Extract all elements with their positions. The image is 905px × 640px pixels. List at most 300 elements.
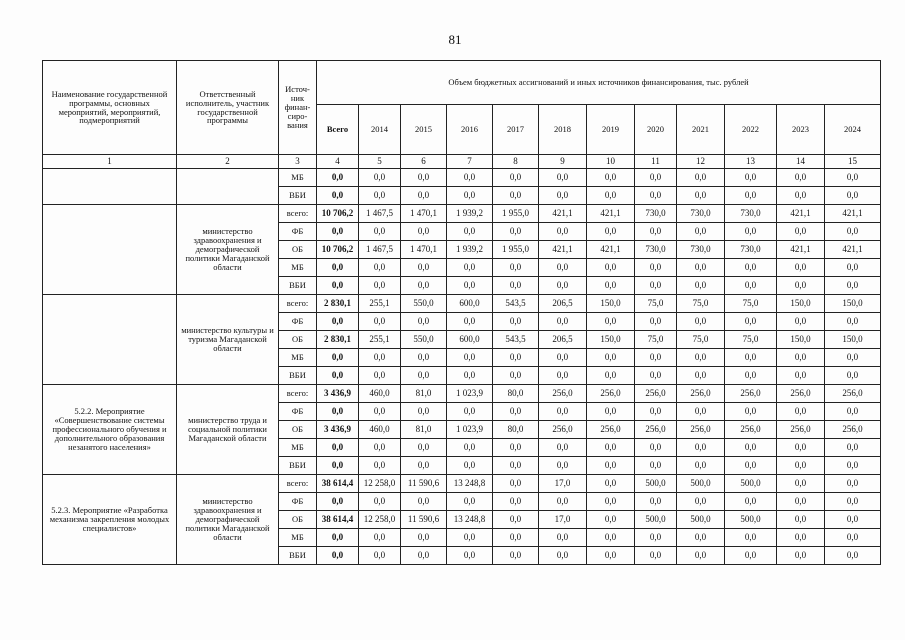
year-value: 256,0 (677, 385, 725, 403)
funding-source: ОБ (279, 331, 317, 349)
year-value: 0,0 (587, 403, 635, 421)
header-year: 2020 (635, 105, 677, 155)
year-value: 0,0 (587, 259, 635, 277)
total-value: 0,0 (317, 457, 359, 475)
year-value: 0,0 (725, 259, 777, 277)
column-number: 13 (725, 155, 777, 169)
total-value: 0,0 (317, 223, 359, 241)
table-row (43, 295, 881, 313)
year-value: 0,0 (359, 223, 401, 241)
year-value: 0,0 (725, 223, 777, 241)
total-value: 2 830,1 (317, 295, 359, 313)
year-value: 0,0 (677, 403, 725, 421)
year-value: 0,0 (635, 349, 677, 367)
year-value: 0,0 (777, 439, 825, 457)
year-value: 150,0 (777, 331, 825, 349)
header-year: 2022 (725, 105, 777, 155)
activity-name (43, 295, 177, 385)
year-value: 11 590,6 (401, 511, 447, 529)
year-value: 500,0 (635, 511, 677, 529)
year-value: 543,5 (493, 295, 539, 313)
total-value: 0,0 (317, 439, 359, 457)
year-value: 500,0 (677, 475, 725, 493)
year-value: 0,0 (493, 439, 539, 457)
header-year: 2023 (777, 105, 825, 155)
year-value: 0,0 (359, 529, 401, 547)
year-value: 256,0 (539, 385, 587, 403)
year-value: 0,0 (825, 259, 881, 277)
year-value: 0,0 (493, 403, 539, 421)
year-value: 0,0 (539, 187, 587, 205)
year-value: 0,0 (677, 367, 725, 385)
responsible-executor: министерство здравоохранения и демографической политики Магаданской области (177, 205, 279, 295)
column-number: 6 (401, 155, 447, 169)
year-value: 0,0 (825, 547, 881, 565)
year-value: 730,0 (725, 241, 777, 259)
total-value: 0,0 (317, 493, 359, 511)
funding-source: всего: (279, 475, 317, 493)
year-value: 17,0 (539, 475, 587, 493)
year-value: 0,0 (725, 439, 777, 457)
year-value: 0,0 (677, 493, 725, 511)
year-value: 0,0 (493, 223, 539, 241)
year-value: 0,0 (587, 493, 635, 511)
year-value: 0,0 (401, 313, 447, 331)
year-value: 421,1 (825, 205, 881, 223)
year-value: 0,0 (493, 277, 539, 295)
year-value: 0,0 (359, 313, 401, 331)
year-value: 0,0 (825, 223, 881, 241)
year-value: 0,0 (587, 475, 635, 493)
year-value: 0,0 (635, 187, 677, 205)
year-value: 0,0 (635, 277, 677, 295)
year-value: 0,0 (635, 367, 677, 385)
total-value: 3 436,9 (317, 421, 359, 439)
year-value: 150,0 (825, 295, 881, 313)
funding-source: ВБИ (279, 547, 317, 565)
year-value: 1 467,5 (359, 241, 401, 259)
responsible-executor: министерство культуры и туризма Магаданской области (177, 295, 279, 385)
year-value: 0,0 (635, 259, 677, 277)
year-value: 0,0 (587, 223, 635, 241)
year-value: 500,0 (725, 475, 777, 493)
header-year: 2016 (447, 105, 493, 155)
year-value: 0,0 (359, 169, 401, 187)
year-value: 0,0 (401, 403, 447, 421)
year-value: 0,0 (677, 457, 725, 475)
year-value: 0,0 (401, 169, 447, 187)
year-value: 0,0 (493, 493, 539, 511)
year-value: 256,0 (725, 421, 777, 439)
year-value: 0,0 (635, 547, 677, 565)
year-value: 0,0 (539, 493, 587, 511)
year-value: 256,0 (777, 385, 825, 403)
year-value: 0,0 (635, 493, 677, 511)
year-value: 0,0 (587, 439, 635, 457)
table-row (43, 169, 881, 187)
year-value: 11 590,6 (401, 475, 447, 493)
funding-source: ФБ (279, 403, 317, 421)
year-value: 0,0 (587, 529, 635, 547)
table-row (43, 385, 881, 403)
year-value: 0,0 (401, 223, 447, 241)
header-year: 2021 (677, 105, 725, 155)
year-value: 0,0 (359, 187, 401, 205)
year-value: 0,0 (447, 493, 493, 511)
total-value: 0,0 (317, 277, 359, 295)
activity-name (43, 205, 177, 295)
year-value: 0,0 (725, 529, 777, 547)
year-value: 730,0 (635, 205, 677, 223)
year-value: 0,0 (825, 439, 881, 457)
year-value: 0,0 (677, 439, 725, 457)
total-value: 10 706,2 (317, 205, 359, 223)
year-value: 0,0 (825, 277, 881, 295)
year-value: 0,0 (539, 313, 587, 331)
year-value: 0,0 (635, 169, 677, 187)
funding-source: всего: (279, 205, 317, 223)
year-value: 0,0 (401, 349, 447, 367)
year-value: 0,0 (825, 493, 881, 511)
year-value: 0,0 (587, 313, 635, 331)
year-value: 0,0 (447, 169, 493, 187)
funding-source: МБ (279, 529, 317, 547)
column-number: 2 (177, 155, 279, 169)
year-value: 0,0 (587, 169, 635, 187)
year-value: 256,0 (587, 385, 635, 403)
year-value: 150,0 (777, 295, 825, 313)
year-value: 0,0 (359, 259, 401, 277)
year-value: 150,0 (587, 331, 635, 349)
total-value: 0,0 (317, 403, 359, 421)
total-value: 38 614,4 (317, 475, 359, 493)
year-value: 0,0 (493, 169, 539, 187)
year-value: 730,0 (677, 241, 725, 259)
year-value: 0,0 (725, 493, 777, 511)
year-value: 1 023,9 (447, 421, 493, 439)
year-value: 1 023,9 (447, 385, 493, 403)
funding-source: ОБ (279, 421, 317, 439)
year-value: 550,0 (401, 331, 447, 349)
funding-source: ОБ (279, 241, 317, 259)
year-value: 500,0 (635, 475, 677, 493)
year-value: 0,0 (677, 349, 725, 367)
activity-name (43, 169, 177, 205)
year-value: 0,0 (493, 547, 539, 565)
year-value: 17,0 (539, 511, 587, 529)
year-value: 0,0 (493, 475, 539, 493)
year-value: 256,0 (777, 421, 825, 439)
funding-source: МБ (279, 439, 317, 457)
year-value: 0,0 (777, 529, 825, 547)
year-value: 0,0 (587, 349, 635, 367)
year-value: 0,0 (359, 493, 401, 511)
year-value: 0,0 (677, 277, 725, 295)
year-value: 0,0 (825, 367, 881, 385)
year-value: 0,0 (777, 349, 825, 367)
year-value: 421,1 (539, 241, 587, 259)
year-value: 0,0 (493, 367, 539, 385)
year-value: 1 955,0 (493, 205, 539, 223)
year-value: 256,0 (635, 421, 677, 439)
year-value: 0,0 (447, 349, 493, 367)
header-year: 2019 (587, 105, 635, 155)
year-value: 0,0 (635, 403, 677, 421)
year-value: 0,0 (825, 457, 881, 475)
responsible-executor (177, 169, 279, 205)
year-value: 421,1 (587, 241, 635, 259)
year-value: 0,0 (401, 187, 447, 205)
total-value: 0,0 (317, 313, 359, 331)
year-value: 0,0 (777, 511, 825, 529)
year-value: 0,0 (447, 529, 493, 547)
column-number: 10 (587, 155, 635, 169)
year-value: 255,1 (359, 331, 401, 349)
year-value: 0,0 (493, 349, 539, 367)
year-value: 0,0 (777, 493, 825, 511)
year-value: 730,0 (725, 205, 777, 223)
year-value: 0,0 (401, 529, 447, 547)
year-value: 0,0 (677, 529, 725, 547)
year-value: 0,0 (777, 187, 825, 205)
year-value: 0,0 (777, 223, 825, 241)
funding-source: ОБ (279, 511, 317, 529)
year-value: 0,0 (587, 277, 635, 295)
year-value: 0,0 (401, 259, 447, 277)
year-value: 0,0 (447, 403, 493, 421)
year-value: 0,0 (777, 475, 825, 493)
funding-source: МБ (279, 349, 317, 367)
year-value: 0,0 (777, 367, 825, 385)
column-number: 15 (825, 155, 881, 169)
total-value: 2 830,1 (317, 331, 359, 349)
year-value: 0,0 (447, 187, 493, 205)
year-value: 0,0 (677, 259, 725, 277)
responsible-executor: министерство труда и социальной политики Магаданской области (177, 385, 279, 475)
year-value: 0,0 (493, 457, 539, 475)
total-value: 0,0 (317, 367, 359, 385)
year-value: 0,0 (635, 223, 677, 241)
year-value: 0,0 (777, 457, 825, 475)
year-value: 0,0 (777, 169, 825, 187)
funding-source: ВБИ (279, 457, 317, 475)
year-value: 0,0 (587, 511, 635, 529)
year-value: 0,0 (725, 367, 777, 385)
table-row (43, 475, 881, 493)
year-value: 0,0 (493, 529, 539, 547)
year-value: 0,0 (677, 187, 725, 205)
year-value: 0,0 (825, 313, 881, 331)
year-value: 0,0 (359, 367, 401, 385)
year-value: 730,0 (677, 205, 725, 223)
year-value: 0,0 (825, 511, 881, 529)
year-value: 150,0 (587, 295, 635, 313)
year-value: 12 258,0 (359, 511, 401, 529)
year-value: 75,0 (635, 331, 677, 349)
year-value: 0,0 (825, 187, 881, 205)
year-value: 0,0 (677, 547, 725, 565)
column-number: 11 (635, 155, 677, 169)
year-value: 75,0 (677, 331, 725, 349)
year-value: 256,0 (825, 385, 881, 403)
column-number: 5 (359, 155, 401, 169)
year-value: 150,0 (825, 331, 881, 349)
year-value: 0,0 (401, 439, 447, 457)
year-value: 0,0 (401, 493, 447, 511)
year-value: 0,0 (401, 367, 447, 385)
year-value: 460,0 (359, 385, 401, 403)
total-value: 0,0 (317, 259, 359, 277)
year-value: 0,0 (725, 547, 777, 565)
column-number: 7 (447, 155, 493, 169)
total-value: 0,0 (317, 529, 359, 547)
year-value: 0,0 (677, 313, 725, 331)
year-value: 421,1 (539, 205, 587, 223)
funding-source: ФБ (279, 313, 317, 331)
year-value: 421,1 (825, 241, 881, 259)
year-value: 1 955,0 (493, 241, 539, 259)
column-number: 12 (677, 155, 725, 169)
year-value: 80,0 (493, 385, 539, 403)
year-value: 1 939,2 (447, 241, 493, 259)
year-value: 1 467,5 (359, 205, 401, 223)
year-value: 0,0 (587, 547, 635, 565)
funding-source: МБ (279, 259, 317, 277)
year-value: 0,0 (539, 259, 587, 277)
year-value: 0,0 (825, 349, 881, 367)
year-value: 0,0 (447, 547, 493, 565)
total-value: 3 436,9 (317, 385, 359, 403)
year-value: 0,0 (825, 529, 881, 547)
column-number: 1 (43, 155, 177, 169)
year-value: 0,0 (635, 457, 677, 475)
year-value: 13 248,8 (447, 511, 493, 529)
year-value: 600,0 (447, 331, 493, 349)
year-value: 0,0 (447, 367, 493, 385)
year-value: 256,0 (587, 421, 635, 439)
year-value: 75,0 (725, 331, 777, 349)
funding-source: МБ (279, 169, 317, 187)
year-value: 0,0 (587, 367, 635, 385)
year-value: 0,0 (777, 259, 825, 277)
header-name: Наименование государственной программы, основных мероприятий, мероприятий, подмероприятий (43, 61, 177, 155)
year-value: 75,0 (635, 295, 677, 313)
column-number: 8 (493, 155, 539, 169)
year-value: 0,0 (725, 457, 777, 475)
year-value: 0,0 (777, 547, 825, 565)
year-value: 421,1 (777, 205, 825, 223)
year-value: 730,0 (635, 241, 677, 259)
year-value: 0,0 (635, 529, 677, 547)
year-value: 0,0 (777, 403, 825, 421)
year-value: 0,0 (401, 277, 447, 295)
year-value: 0,0 (447, 457, 493, 475)
total-value: 0,0 (317, 547, 359, 565)
activity-name: 5.2.3. Мероприятие «Разработка механизма закрепления молодых специалистов» (43, 475, 177, 565)
year-value: 0,0 (539, 367, 587, 385)
year-value: 0,0 (539, 547, 587, 565)
year-value: 0,0 (493, 187, 539, 205)
year-value: 0,0 (725, 169, 777, 187)
year-value: 0,0 (539, 349, 587, 367)
year-value: 81,0 (401, 421, 447, 439)
year-value: 75,0 (677, 295, 725, 313)
year-value: 0,0 (539, 169, 587, 187)
header-year: 2024 (825, 105, 881, 155)
year-value: 0,0 (725, 403, 777, 421)
header-year: 2014 (359, 105, 401, 155)
header-total: Всего (317, 105, 359, 155)
year-value: 256,0 (825, 421, 881, 439)
year-value: 81,0 (401, 385, 447, 403)
column-number: 3 (279, 155, 317, 169)
year-value: 0,0 (539, 277, 587, 295)
year-value: 0,0 (359, 439, 401, 457)
year-value: 0,0 (539, 457, 587, 475)
funding-source: ВБИ (279, 367, 317, 385)
year-value: 0,0 (359, 457, 401, 475)
year-value: 256,0 (539, 421, 587, 439)
year-value: 0,0 (401, 457, 447, 475)
year-value: 0,0 (777, 277, 825, 295)
year-value: 543,5 (493, 331, 539, 349)
year-value: 0,0 (493, 313, 539, 331)
year-value: 80,0 (493, 421, 539, 439)
year-value: 0,0 (777, 313, 825, 331)
year-value: 0,0 (447, 223, 493, 241)
year-value: 0,0 (359, 349, 401, 367)
year-value: 0,0 (677, 169, 725, 187)
year-value: 0,0 (725, 349, 777, 367)
year-value: 0,0 (825, 169, 881, 187)
total-value: 0,0 (317, 187, 359, 205)
responsible-executor: министерство здравоохранения и демографической политики Магаданской области (177, 475, 279, 565)
funding-source: ФБ (279, 223, 317, 241)
year-value: 0,0 (359, 547, 401, 565)
year-value: 600,0 (447, 295, 493, 313)
year-value: 256,0 (677, 421, 725, 439)
year-value: 1 470,1 (401, 205, 447, 223)
year-value: 0,0 (493, 259, 539, 277)
year-value: 256,0 (725, 385, 777, 403)
year-value: 13 248,8 (447, 475, 493, 493)
total-value: 10 706,2 (317, 241, 359, 259)
column-number: 4 (317, 155, 359, 169)
year-value: 0,0 (587, 187, 635, 205)
year-value: 550,0 (401, 295, 447, 313)
funding-source: ВБИ (279, 187, 317, 205)
year-value: 0,0 (635, 439, 677, 457)
funding-source: всего: (279, 385, 317, 403)
year-value: 421,1 (777, 241, 825, 259)
year-value: 0,0 (539, 223, 587, 241)
header-source: Источ-ник финан-сиро-вания (279, 61, 317, 155)
table-row (43, 205, 881, 223)
year-value: 0,0 (539, 403, 587, 421)
year-value: 206,5 (539, 331, 587, 349)
year-value: 500,0 (725, 511, 777, 529)
year-value: 0,0 (359, 277, 401, 295)
year-value: 1 470,1 (401, 241, 447, 259)
year-value: 0,0 (493, 511, 539, 529)
header-year: 2015 (401, 105, 447, 155)
year-value: 500,0 (677, 511, 725, 529)
page-number: 81 (448, 32, 462, 47)
year-value: 0,0 (825, 475, 881, 493)
header-volume: Объем бюджетных ассигнований и иных источников финансирования, тыс. рублей (317, 61, 881, 105)
year-value: 0,0 (539, 529, 587, 547)
funding-source: всего: (279, 295, 317, 313)
